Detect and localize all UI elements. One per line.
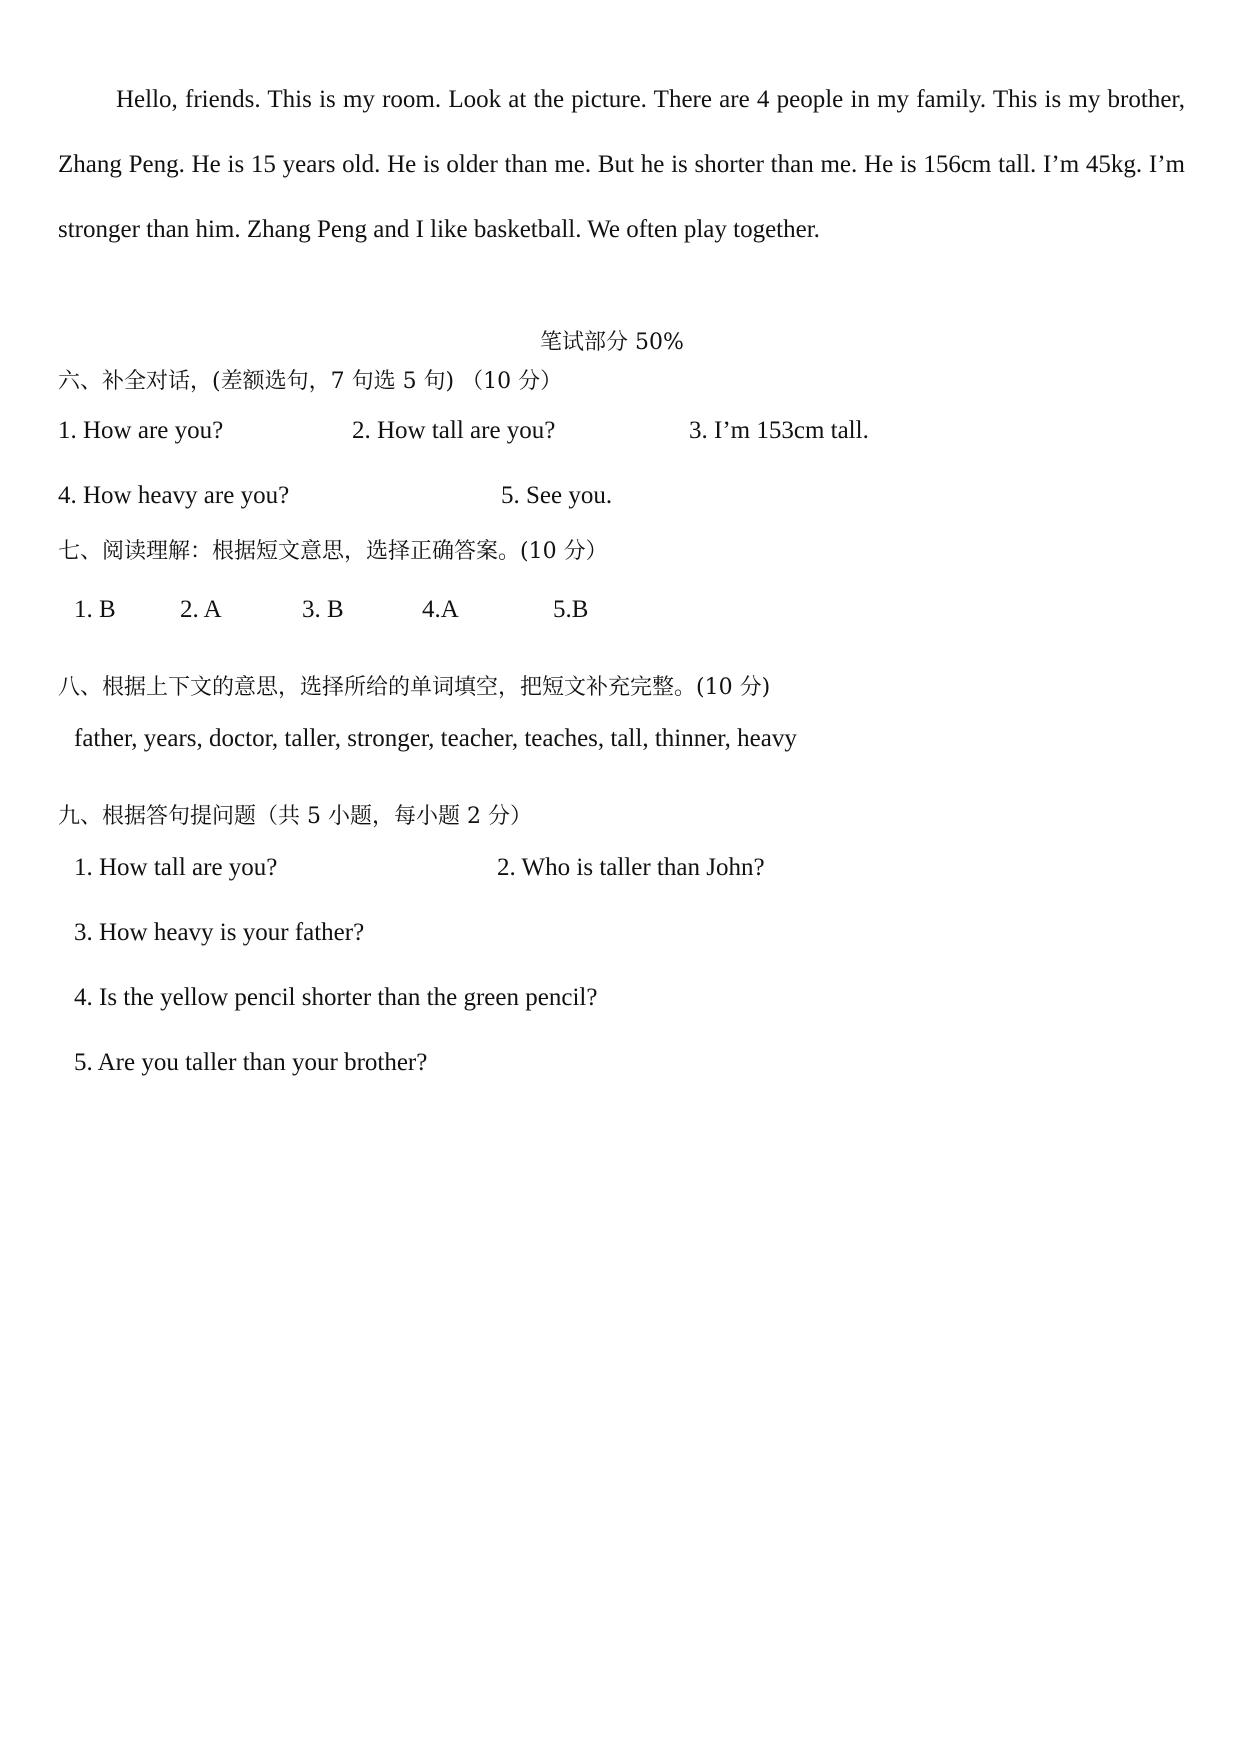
section-9-answer: 5. Are you taller than your brother? <box>74 1049 428 1076</box>
section-6-answer: 4. How heavy are you? <box>58 482 290 509</box>
reading-passage: Hello, friends. This is my room. Look at the picture. There are 4 people in my family. This is my brother, Zhang Peng. He is 15 years old. He is older than me. But he is shorter than me. He is 156cm tall. I’m 45kg. I’m stronger than him. Zhang Peng and I like basketball. We often play together. <box>58 86 1185 243</box>
section-6-heading: 六、补全对话，(差额选句，7 句选 5 句) （10 分） <box>58 369 563 394</box>
section-7-answer: 1. B <box>74 596 116 623</box>
section-6-answer: 3. I’m 153cm tall. <box>689 417 869 444</box>
written-part-title: 笔试部分 50% <box>540 330 684 355</box>
section-7-answer: 2. A <box>180 596 222 623</box>
section-6-answer: 2. How tall are you? <box>352 417 556 444</box>
section-7-answer: 4.A <box>422 596 459 623</box>
section-7-heading: 七、阅读理解：根据短文意思，选择正确答案。(10 分） <box>58 539 608 564</box>
section-8-word-bank: father, years, doctor, taller, stronger, teacher, teaches, tall, thinner, heavy <box>74 725 797 752</box>
section-6-answer: 5. See you. <box>501 482 613 509</box>
section-7-answer: 3. B <box>302 596 344 623</box>
section-9-answer: 4. Is the yellow pencil shorter than the green pencil? <box>74 984 598 1011</box>
section-6-answer: 1. How are you? <box>58 417 224 444</box>
section-7-answer: 5.B <box>553 596 589 623</box>
section-9-answer: 2. Who is taller than John? <box>497 854 765 881</box>
section-9-answer: 1. How tall are you? <box>74 854 278 881</box>
section-8-heading: 八、根据上下文的意思，选择所给的单词填空，把短文补充完整。(10 分) <box>58 675 771 700</box>
section-9-answer: 3. How heavy is your father? <box>74 919 365 946</box>
section-9-heading: 九、根据答句提问题（共 5 小题，每小题 2 分） <box>58 804 532 829</box>
